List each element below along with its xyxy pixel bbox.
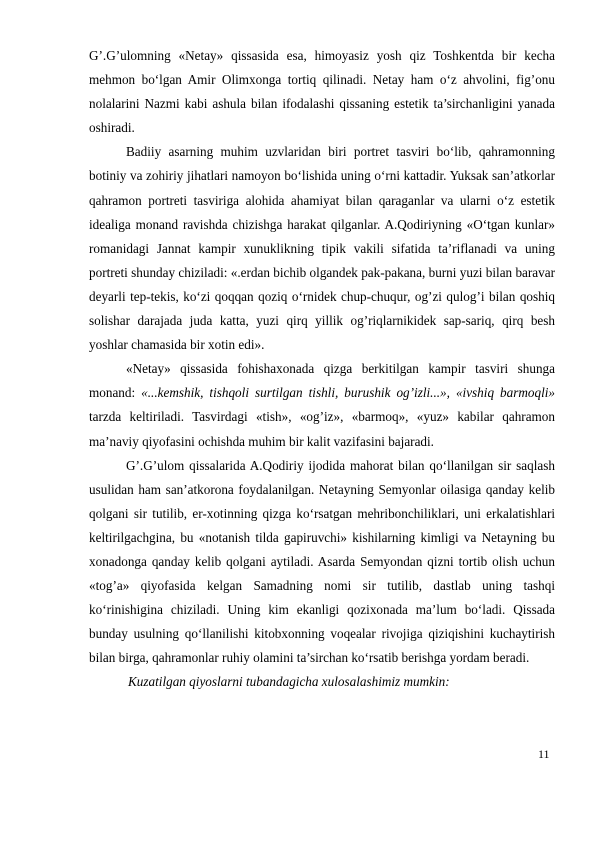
paragraph-3-lead: «Netay» qissasida fohishaxonada qizga berkitilgan kampir tasviri shunga monand: [89, 361, 555, 401]
paragraph-4: G’.G’ulom qissalarida A.Qodiriy ijodida mahorat bilan qo‘llanilgan sir saqlash usulidan ham san’atkorona foydalanilgan. Netayning Semyonlar oilasiga qanday kelib qolgani sir tutilib, er-xotinning qizga ko‘rsatgan mehribonchiliklari, uni erkalatishlari keltirilgachgina, bu «notanish tilda gapiruvchi» kishilarning kimligi va Netayning bu xonadonga qanday kelib qolgani aytiladi. Asarda Semyondan qizni tortib olish uchun «tog’a» qiyofasida kelgan Samadning nomi sir tutilib, dastlab uning tashqi ko‘rinishigina chiziladi. Uning kim ekanligi qozixonada ma’lum bo‘ladi. Qissada bunday usulning qo‘llanilishi kitobxonning voqealar rivojiga qiziqishini kuchaytirish bilan birga, qahramonlar ruhiy olamini ta’sirchan ko‘rsatib berishga yordam beradi. [89, 457, 555, 666]
paragraph-1: G’.G’ulomning «Netay» qissasida esa, himoyasiz yosh qiz Toshkentda bir kecha mehmon bo‘lgan Amir Olimxonga tortiq qilinadi. Netay ham o‘z ahvolini, fig’onu nolalarini Nazmi kabi ashula bilan ifodalashi qissaning estetik ta’sirchanligini yanada oshiradi. [89, 48, 555, 136]
page-number: 11 [538, 747, 550, 761]
conclusion-line: Kuzatilgan qiyoslarni tubandagicha xulosalashimiz mumkin: [128, 674, 450, 690]
paragraph-3 [89, 357, 555, 453]
paragraph-2: Badiiy asarning muhim uzvlaridan biri portret tasviri bo‘lib, qahramonning botiniy va zohiriy jihatlari namoyon bo‘lishida uning o‘rni kattadir. Yuksak san’atkorlar qahramon portreti tasviriga alohida ahamiyat bilan qaraganlar va ularni o‘z estetik idealiga monand ravishda chizishga harakat qilganlar. A.Qodiriyning «O‘tgan kunlar» romanidagi Jannat kampir xunuklikning tipik vakili sifatida ta’riflanadi va uning portreti shunday chiziladi: «.erdan bichib olgandek pak-pakana, burni yuzi bilan baravar deyarli tep-tekis, ko‘zi qoqqan qoziq o‘rnidek chup-chuqur, og’zi qulog’i bilan qoshiq solishar darajada juda katta, yuzi qirq yillik og’riqlarnikidek sap-sariq, qirq besh yoshlar chamasida bir xotin edi». [89, 144, 555, 353]
paragraph-3-tail: tarzda keltiriladi. Tasvirdagi «tish», «og’iz», «barmoq», «yuz» kabilar qahramon ma’naviy qiyofasini ochishda muhim bir kalit vazifasini bajaradi. [89, 409, 555, 449]
document-page [89, 44, 555, 695]
paragraph-3-quote: «...kemshik, tishqoli surtilgan tishli, burushik og’izli...», «ivshiq barmoqli» [141, 385, 555, 401]
